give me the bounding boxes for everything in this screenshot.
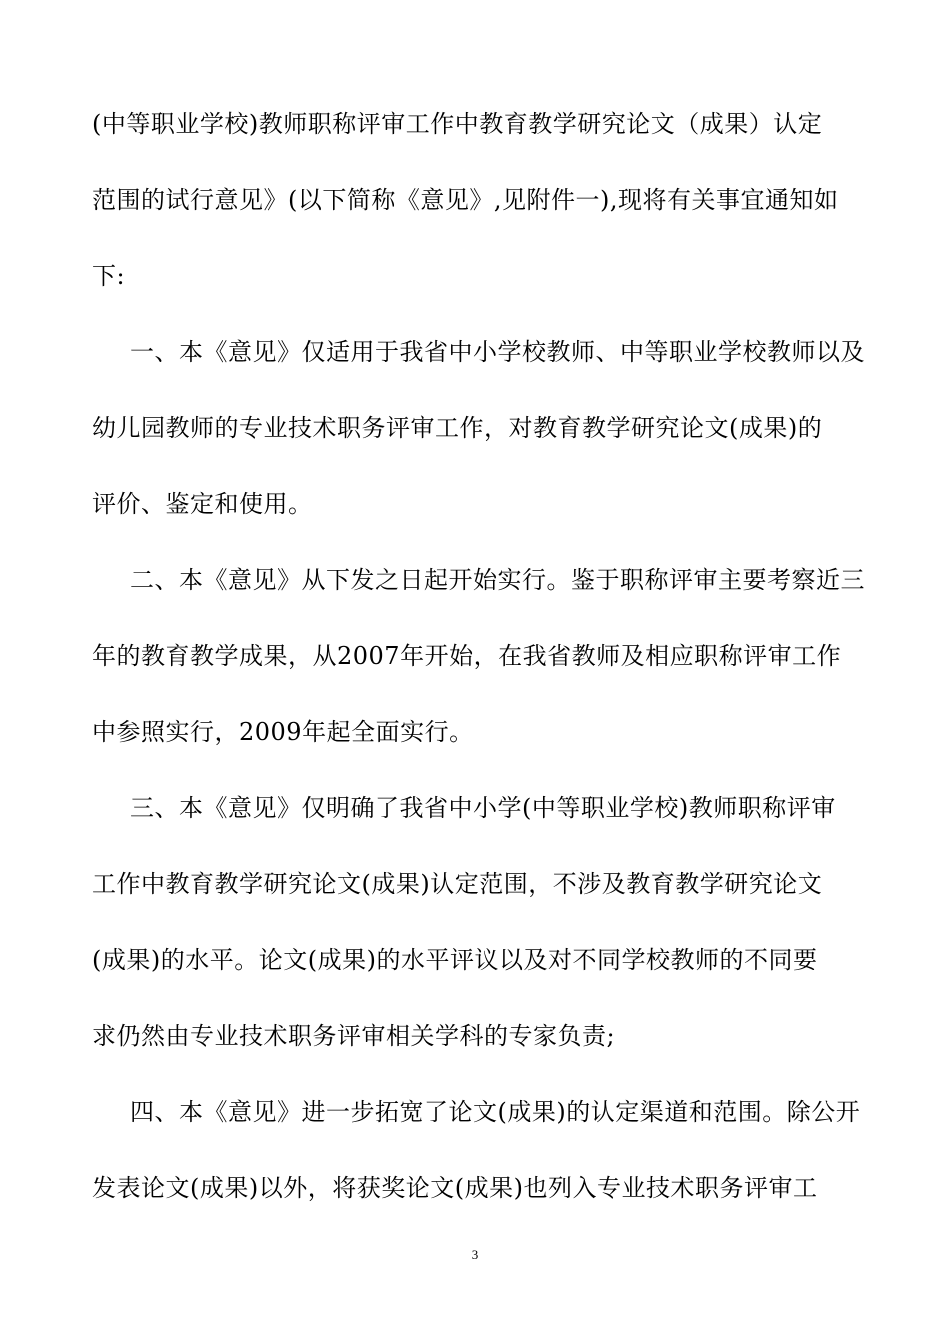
text-line: 二、本《意见》从下发之日起开始实行。鉴于职称评审主要考察近三 xyxy=(130,566,865,594)
text-line: 四、本《意见》进一步拓宽了论文(成果)的认定渠道和范围。除公开 xyxy=(130,1098,861,1126)
text-line: 幼儿园教师的专业技术职务评审工作，对教育教学研究论文(成果)的 xyxy=(92,414,823,442)
text-line: 三、本《意见》仅明确了我省中小学(中等职业学校)教师职称评审 xyxy=(130,794,836,822)
text-line: 评价、鉴定和使用。 xyxy=(92,490,313,518)
text-line: 工作中教育教学研究论文(成果)认定范围，不涉及教育教学研究论文 xyxy=(92,870,823,898)
text-line: 年的教育教学成果，从2007年开始，在我省教师及相应职称评审工作 xyxy=(92,642,842,670)
text-line: (中等职业学校)教师职称评审工作中教育教学研究论文（成果）认定 xyxy=(92,110,823,138)
text-line: 发表论文(成果)以外，将获奖论文(成果)也列入专业技术职务评审工 xyxy=(92,1174,818,1202)
text-line: 下: xyxy=(92,262,126,290)
text-line: 中参照实行，2009年起全面实行。 xyxy=(92,718,474,746)
text-line: 一、本《意见》仅适用于我省中小学校教师、中等职业学校教师以及 xyxy=(130,338,865,366)
text-line: 求仍然由专业技术职务评审相关学科的专家负责; xyxy=(92,1022,616,1050)
document-body xyxy=(92,98,865,1238)
page-number: 3 xyxy=(471,1247,479,1262)
text-line: (成果)的水平。论文(成果)的水平评议以及对不同学校教师的不同要 xyxy=(92,946,818,974)
text-line: 范围的试行意见》(以下简称《意见》,见附件一),现将有关事宜通知如 xyxy=(92,186,839,214)
